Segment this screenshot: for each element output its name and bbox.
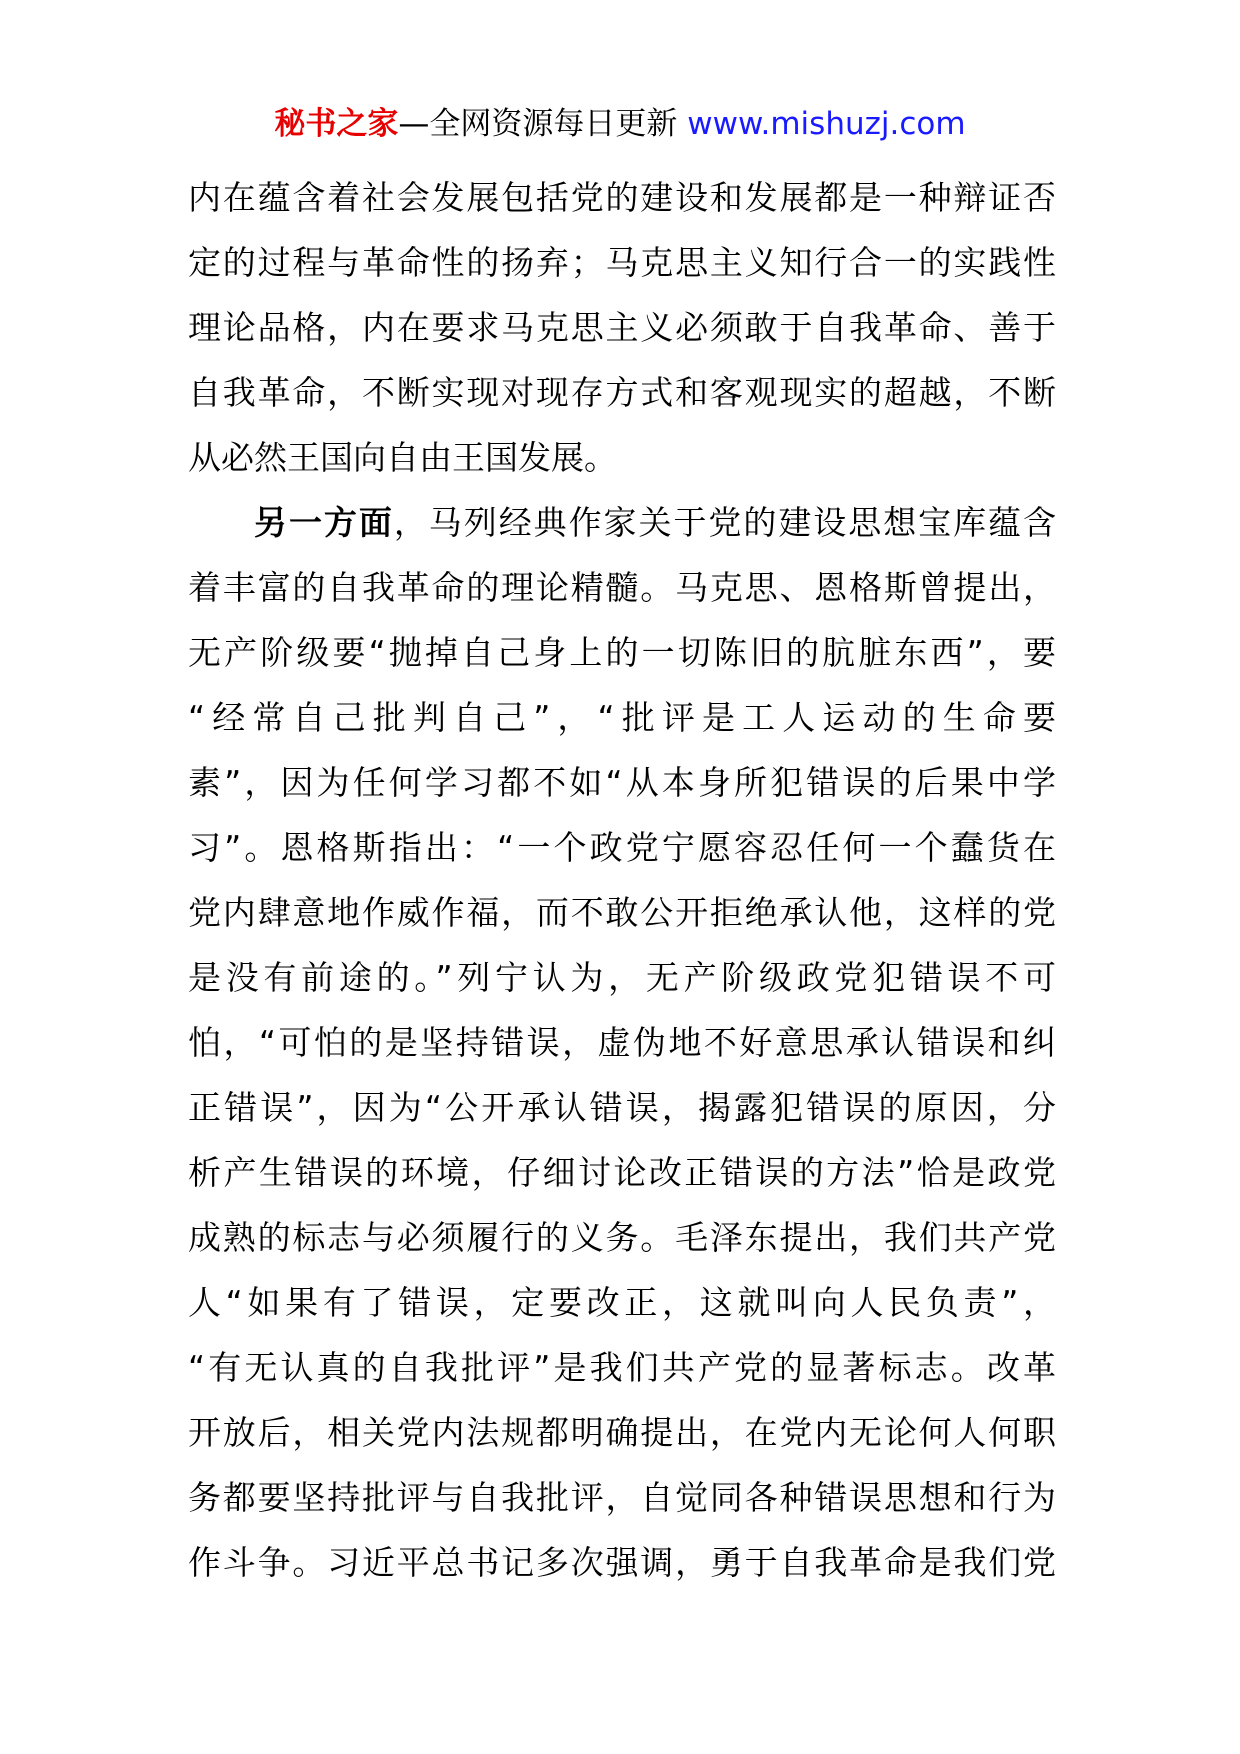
text-line: 正错误”，因为“公开承认错误，揭露犯错误的原因，分 (188, 1088, 1056, 1127)
text-line: 人“如果有了错误，定要改正，这就叫向人民负责”， (188, 1283, 1056, 1322)
brand-name: 秘书之家 (274, 106, 399, 142)
text-line: 无产阶级要“抛掉自己身上的一切陈旧的肮脏东西”，要 (188, 633, 1056, 672)
text-line: 怕，“可怕的是坚持错误，虚伪地不好意思承认错误和纠 (188, 1023, 1056, 1062)
text-line: “有无认真的自我批评”是我们共产党的显著标志。改革 (188, 1348, 1056, 1387)
text-line: 党内肆意地作威作福，而不敢公开拒绝承认他，这样的党 (188, 893, 1056, 932)
site-url-link[interactable]: www.mishuzj.com (687, 106, 966, 142)
text-line: 定的过程与革命性的扬弃；马克思主义知行合一的实践性 (188, 243, 1056, 282)
text-line: 作斗争。习近平总书记多次强调，勇于自我革命是我们党 (188, 1543, 1056, 1582)
header-tagline: —全网资源每日更新 (398, 106, 678, 142)
paragraph-2 (188, 490, 1056, 1595)
text-line: 成熟的标志与必须履行的义务。毛泽东提出，我们共产党 (188, 1218, 1056, 1257)
body-text (188, 165, 1056, 1595)
text-line: 着丰富的自我革命的理论精髓。马克思、恩格斯曾提出， (188, 568, 1056, 607)
text-line: 理论品格，内在要求马克思主义必须敢于自我革命、善于 (188, 308, 1056, 347)
page-header (0, 100, 1240, 148)
text-line: 开放后，相关党内法规都明确提出，在党内无论何人何职 (188, 1413, 1056, 1452)
paragraph-lead-rest: ，马列经典作家关于党的建设思想宝库蕴含 (393, 503, 1056, 542)
text-line: 自我革命，不断实现对现存方式和客观现实的超越，不断 (188, 373, 1056, 412)
text-line: 素”，因为任何学习都不如“从本身所犯错误的后果中学 (188, 763, 1056, 802)
text-line: “经常自己批判自己”，“批评是工人运动的生命要 (188, 698, 1056, 737)
text-line: 内在蕴含着社会发展包括党的建设和发展都是一种辩证否 (188, 178, 1056, 217)
text-line: 习”。恩格斯指出：“一个政党宁愿容忍任何一个蠢货在 (188, 828, 1056, 867)
paragraph-1 (188, 165, 1056, 490)
text-line: 是没有前途的。”列宁认为，无产阶级政党犯错误不可 (188, 958, 1056, 997)
text-line: 析产生错误的环境，仔细讨论改正错误的方法”恰是政党 (188, 1153, 1056, 1192)
paragraph-lead: 另一方面 (254, 503, 394, 542)
text-line (188, 490, 1056, 555)
text-line: 从必然王国向自由王国发展。 (188, 438, 617, 477)
text-line: 务都要坚持批评与自我批评，自觉同各种错误思想和行为 (188, 1478, 1056, 1517)
